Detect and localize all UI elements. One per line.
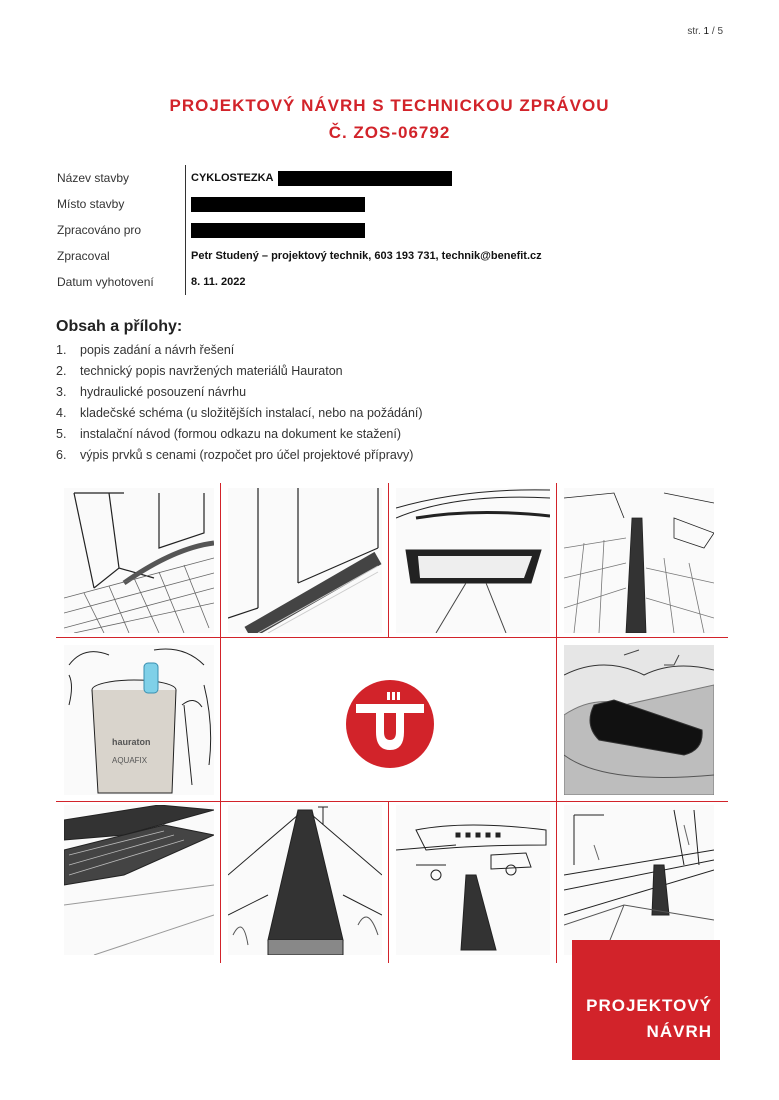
info-row-date	[57, 269, 697, 295]
list-item: 6. výpis prvků s cenami (rozpočet pro účel projektové přípravy)	[56, 448, 414, 462]
redacted-block	[278, 171, 452, 186]
info-label: Datum vyhotovení	[57, 275, 154, 289]
project-design-badge	[572, 940, 720, 1060]
underground-tank-photo	[564, 645, 714, 795]
project-info-table	[57, 165, 697, 295]
drain-steps-illustration	[64, 805, 214, 955]
drain-street-illustration	[564, 488, 714, 633]
page-number: str. 1 / 5	[687, 26, 723, 37]
info-label: Místo stavby	[57, 197, 125, 211]
shaft-label-1: hauraton	[112, 737, 151, 747]
info-value: CYKLOSTEZKA	[191, 172, 274, 184]
contents-list	[56, 340, 423, 466]
list-item: 4. kladečské schéma (u složitějších instalací, nebo na požádání)	[56, 406, 423, 420]
info-value: Petr Studený – projektový technik, 603 193 731, technik@benefit.cz	[191, 250, 542, 262]
redacted-block	[191, 197, 365, 212]
drain-road-illustration	[228, 805, 382, 955]
list-item: 5. instalační návod (formou odkazu na dokument ke stažení)	[56, 427, 402, 441]
list-item: 3. hydraulické posouzení návrhu	[56, 385, 247, 399]
drain-airport-illustration	[396, 805, 550, 955]
list-item: 2. technický popis navržených materiálů Hauraton	[56, 364, 343, 378]
title-line-1: PROJEKTOVÝ NÁVRH S TECHNICKOU ZPRÁVOU	[169, 96, 610, 115]
list-item: 1. popis zadání a návrh řešení	[56, 343, 235, 357]
redacted-block	[191, 223, 365, 238]
document-title	[0, 92, 779, 146]
info-label: Název stavby	[57, 171, 130, 185]
info-row-location	[57, 191, 697, 217]
drain-revolving-door-illustration	[64, 488, 214, 633]
shaft-label-2: AQUAFIX	[112, 756, 148, 765]
badge-line-1: PROJEKTOVÝ	[586, 996, 712, 1015]
contents-heading: Obsah a přílohy:	[56, 318, 183, 335]
company-logo	[346, 680, 434, 768]
info-label: Zpracováno pro	[57, 223, 142, 237]
illustration-grid	[56, 483, 728, 963]
drain-stadium-illustration	[396, 488, 550, 633]
info-row-client	[57, 217, 697, 243]
info-label: Zpracoval	[57, 249, 110, 263]
title-line-2: Č. ZOS-06792	[328, 123, 451, 142]
info-row-building	[57, 165, 697, 191]
badge-line-2: NÁVRH	[646, 1022, 712, 1041]
info-row-author	[57, 243, 697, 269]
info-value: 8. 11. 2022	[191, 276, 246, 288]
separator-tank-illustration	[64, 645, 214, 795]
drain-railway-illustration	[564, 805, 714, 955]
drain-glass-wall-illustration	[228, 488, 382, 633]
